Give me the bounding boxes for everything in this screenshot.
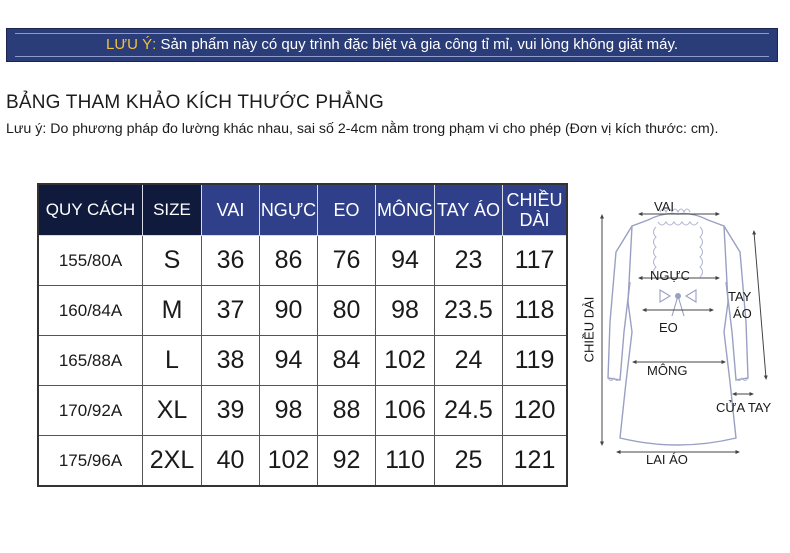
table-row <box>38 336 567 386</box>
cell-eo: 84 <box>318 336 376 386</box>
cell-quy-cach: 175/96A <box>38 436 143 487</box>
cell-nguc: 102 <box>260 436 318 487</box>
header-vai: VAI <box>202 184 260 236</box>
cell-mong: 98 <box>376 286 435 336</box>
cell-nguc: 90 <box>260 286 318 336</box>
cell-size: L <box>143 336 202 386</box>
table-row <box>38 236 567 286</box>
page-title: BẢNG THAM KHẢO KÍCH THƯỚC PHẲNG <box>6 92 384 113</box>
cell-tay-ao: 23.5 <box>435 286 503 336</box>
label-ao: ÁO <box>733 306 752 321</box>
notice-banner <box>6 28 778 62</box>
cell-quy-cach: 170/92A <box>38 386 143 436</box>
cell-eo: 80 <box>318 286 376 336</box>
cell-tay-ao: 24 <box>435 336 503 386</box>
cell-eo: 92 <box>318 436 376 487</box>
dress-outline-drawing <box>578 182 790 472</box>
cell-nguc: 86 <box>260 236 318 286</box>
cell-vai: 39 <box>202 386 260 436</box>
cell-vai: 37 <box>202 286 260 336</box>
cell-eo: 76 <box>318 236 376 286</box>
cell-nguc: 98 <box>260 386 318 436</box>
table-row <box>38 286 567 336</box>
header-mong: MÔNG <box>376 184 435 236</box>
cell-eo: 88 <box>318 386 376 436</box>
banner-text <box>7 36 777 53</box>
cell-mong: 106 <box>376 386 435 436</box>
banner-message: Sản phẩm này có quy trình đặc biệt và gia công tỉ mỉ, vui lòng không giặt máy. <box>156 36 678 53</box>
table-row <box>38 436 567 487</box>
cell-tay-ao: 24.5 <box>435 386 503 436</box>
tay-ao-line <box>754 232 766 378</box>
cell-chieu-dai: 120 <box>503 386 568 436</box>
label-eo: EO <box>659 320 678 335</box>
cell-nguc: 94 <box>260 336 318 386</box>
label-vai: VAI <box>654 199 674 214</box>
cell-size: S <box>143 236 202 286</box>
banner-note-label: LƯU Ý: <box>105 36 157 53</box>
banner-top-rule <box>15 33 769 34</box>
cell-mong: 102 <box>376 336 435 386</box>
banner-bottom-rule <box>15 56 769 57</box>
cell-tay-ao: 23 <box>435 236 503 286</box>
cell-quy-cach: 160/84A <box>38 286 143 336</box>
cell-chieu-dai: 118 <box>503 286 568 336</box>
cell-tay-ao: 25 <box>435 436 503 487</box>
measurement-diagram <box>578 182 790 472</box>
cell-size: 2XL <box>143 436 202 487</box>
cell-chieu-dai: 121 <box>503 436 568 487</box>
cell-chieu-dai: 117 <box>503 236 568 286</box>
header-nguc: NGỰC <box>260 184 318 236</box>
header-chieu-dai-line2: DÀI <box>519 210 550 230</box>
cell-quy-cach: 155/80A <box>38 236 143 286</box>
page-subtitle: Lưu ý: Do phương pháp đo lường khác nhau, sai số 2-4cm nằm trong phạm vi cho phép (Đơn vị kích thước: cm). <box>6 121 719 137</box>
cell-vai: 38 <box>202 336 260 386</box>
label-cua-tay: CỬA TAY <box>716 400 772 415</box>
cell-mong: 94 <box>376 236 435 286</box>
header-eo: EO <box>318 184 376 236</box>
size-table <box>37 183 568 487</box>
header-chieu-dai-line1: CHIỀU <box>506 190 563 210</box>
label-mong: MÔNG <box>647 363 688 378</box>
label-lai-ao: LAI ÁO <box>646 452 688 467</box>
cell-size: XL <box>143 386 202 436</box>
cell-vai: 36 <box>202 236 260 286</box>
cell-mong: 110 <box>376 436 435 487</box>
table-row <box>38 386 567 436</box>
header-chieu-dai <box>503 184 568 236</box>
label-nguc: NGỰC <box>650 268 690 283</box>
label-chieu-dai: CHIỀU DÀI <box>581 296 597 363</box>
cell-quy-cach: 165/88A <box>38 336 143 386</box>
cell-chieu-dai: 119 <box>503 336 568 386</box>
header-size: SIZE <box>143 184 202 236</box>
bow-knot <box>675 293 681 299</box>
cell-vai: 40 <box>202 436 260 487</box>
header-tay-ao: TAY ÁO <box>435 184 503 236</box>
label-tay: TAY <box>728 289 752 304</box>
cell-size: M <box>143 286 202 336</box>
table-header-row <box>38 184 567 236</box>
header-quy-cach: QUY CÁCH <box>38 184 143 236</box>
